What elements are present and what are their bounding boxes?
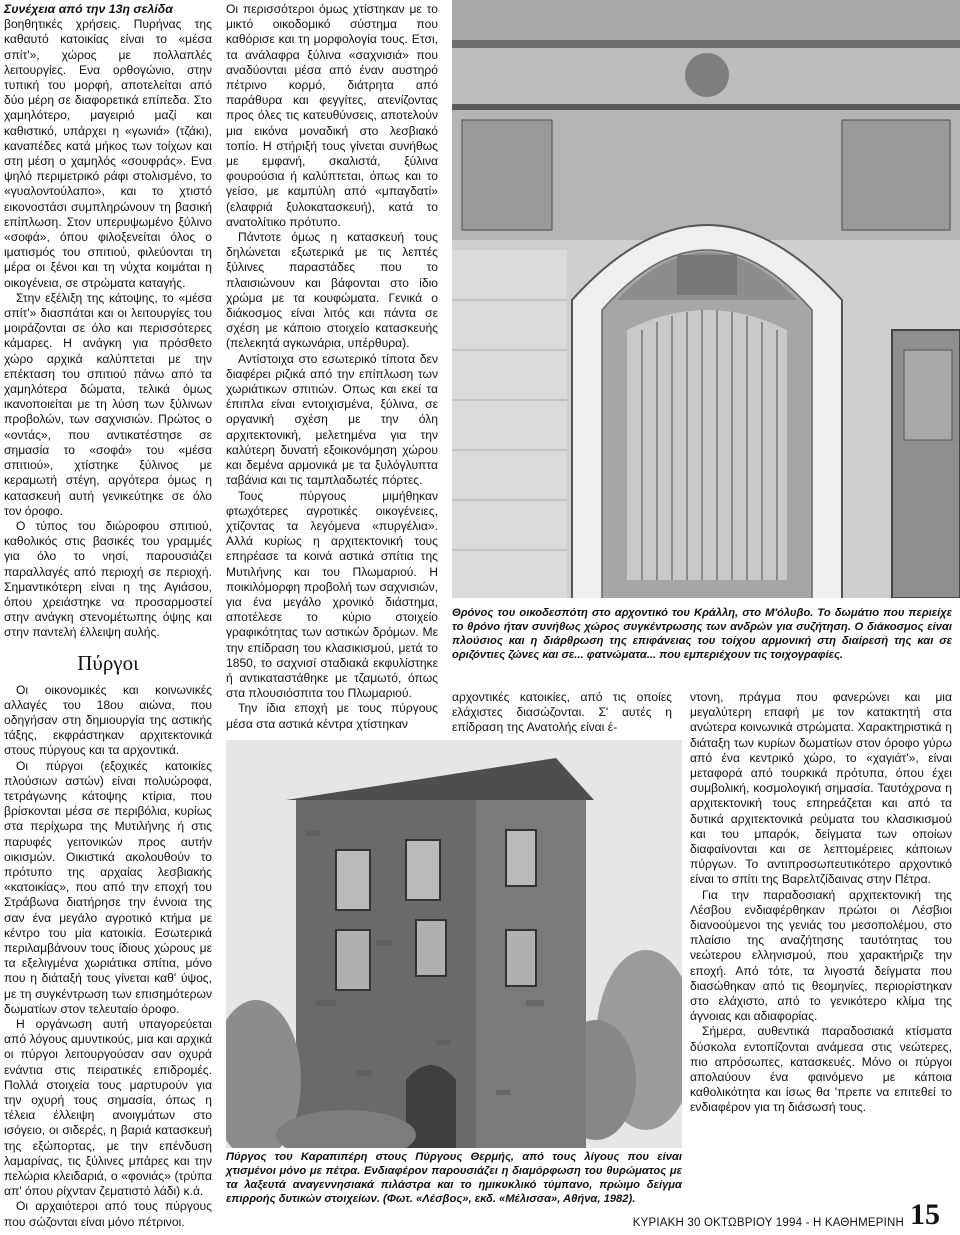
body-paragraph: Αντίστοιχα στο εσωτερικό τίποτα δεν διαφέρει ριζικά από την επίπλωση των χωριάτικων σπιτιών. Οπως και εκεί τα έπιπλα είναι εντοιχισμένα, ξύλινα, σε οργανική σχέση με την όλη αρχιτεκτονική, μελετημένα για την καλύτερη δυνατή εξοικονόμηση χώρου και δεμένα αρμονικά με τα ξυλόγλυπτα ταβάνια και τις ταμπλαδωτές πόρτες. — [226, 351, 438, 488]
body-paragraph: Τους πύργους μιμήθηκαν φτωχότερες αγροτικές οικογένειες, χτίζοντας τα λεγόμενα «πυργέλια». Αλλά κυρίως η αρχιτεκτονική τους επηρέασε τα κοινά αστικά σπίτια της Μυτιλήνης και του Πλωμαριού. Η ποικιλόμορφη προβολή των σαχνισιών, για ένα μεγάλο χρονικό διάστημα, αποτέλεσε το κύριο στοιχείο γραφικότητας των αστικών δρόμων. Με την επίδραση του κλασικισμού, μετά το 1850, το σαχνισί σταδιακά εκφυλίστηκε ή αντικαταστάθηκε με τζαμωτό, όπως στα πλουσιόσπιτα του Πλωμαριού. — [226, 488, 438, 701]
body-paragraph: Οι περισσότεροι όμως χτίστηκαν με το μικτό οικοδομικό σύστημα που καθόρισε και τη μορφολογία τους. Ετσι, τα ανάλαφρα ξύλινα «σαχνισιά» που αναδύονται μέσα από έναν αυστηρό πέτρινο κορμό, διάτρητα από παράθυρα και φεγγίτες, ατενίζοντας προς όλες τις κατευθύνσεις, αποτελούν μια εικόνα μοναδική στο λεσβιακό τοπίο. Η στήριξή τους γίνεται συνήθως με εμφανή, σκαλιστά, ξύλινα φουρούσια ή καλύπτεται, όπως και το γείσο, με καμπύλη από «μπαγδατί» (ελαφριά ξυλοκατασκευή), κατά το ανατολίτικο πρότυπο. — [226, 2, 438, 229]
body-paragraph: Οι οικονομικές και κοινωνικές αλλαγές του 18ου αιώνα, που οδηγήσαν στη δημιουργία της αστικής τάξης, εκφράστηκαν αρχιτεκτονικά στους πύργους και τα αρχοντικά. — [4, 682, 212, 758]
body-paragraph: Οι αρχαιότεροι από τους πύργους που σώζονται είναι μόνο πέτρινοι. — [4, 1199, 212, 1229]
page-footer — [632, 1198, 940, 1231]
body-paragraph: Για την παραδοσιακή αρχιτεκτονική της Λέσβου ενδιαφέρθηκαν πρώτοι οι Λέσβιοι διανοούμενοι της γενιάς του μεσοπολέμου, στο πλαίσιο της αναζήτησης ταυτότητας του νεώτερου ελληνισμού, που χαρακτήριζε την εποχή. Από τότε, τα λιγοστά δείγματα που διασώθηκαν από τις θεομηνίες, περιορίστηκαν στο ελάχιστο, από το γενικότερο κλίμα της άγνοιας και αδιαφορίας. — [690, 887, 952, 1024]
section-heading: Πύργοι — [77, 650, 139, 675]
tower-photo — [226, 740, 682, 1148]
tower-caption: Πύργος του Καραπιπέρη στους Πύργους Θερμής, από τους λίγους που είναι χτισμένοι μόνο με πέτρα. Ενδιαφέρον παρουσιάζει η διαμόρφωση του θυρώματος με τα λαξευτά αναγεννησιακά πιλάστρα και το ημικυκλικό τύμπανο, πρώιμο δείγμα επιρροής δυτικών στοιχείων. (Φωτ. «Λέσβος», εκδ. «Μέλισσα», Αθήνα, 1982). — [226, 1151, 682, 1205]
body-paragraph: Η οργάνωση αυτή υπαγορεύεται από λόγους αμυντικούς, μια και αρχικά οι πύργοι λειτουργούσαν σαν οχυρά ενάντια στις πειρατικές επιδρομές. Πολλά στοιχεία τους μαρτυρούν για την οχυρή τους σημασία, όπως η τέλεια έλλειψη ανοιγμάτων στο ισόγειο, οι σιδερές, η βαριά κατασκευή της εξώπορτας, με την επένδυση λαμαρίνας, τις ξύλινες μπάρες και την πελώρια κλειδαριά, ο «φονιάς» (τρύπα απ' όπου ρίχνταν ζεματιστό λάδι) κ.ά. — [4, 1017, 212, 1199]
body-paragraph: ντονη, πράγμα που φανερώνει και μια μεγαλύτερη επαφή με τον κατακτητή στα ανώτερα κοινωνικά στρώματα. Χαρακτηριστικά η διάταξη των κυρίων δωματίων στον όροφο γύρω από ένα κεντρικό χώρο, το «χαγιάτ'», είναι μεταφορά από τουρκικά πρότυπα, όπου έχει συμβολική, κοσμολογική σημασία. Ταυτόχρονα η αρχιτεκτονική τους επηρεάζεται και από τα δυτικά αρχιτεκτονικά ρεύματα του κλασικισμού και του μπαρόκ, δείγματα των οποίων διαφαίνονται και σε λεπτομέρειες κάποιων πύργων. Το αντιπροσωπευτικότερο αρχοντικό είναι το σπίτι της Βαρελτζίδαινας στην Πέτρα. — [690, 690, 952, 887]
column-2 — [226, 2, 438, 731]
body-paragraph: Σήμερα, αυθεντικά παραδοσιακά κτίσματα δύσκολα εντοπίζονται ανάμεσα στις νεώτερες, πιο απρόσωπες, κατασκευές. Μόνο οι πύργοι απολαύουν ένα φαινόμενο με κάποια καθολικότητα και ίσως θα 'πρεπε να επιτεθεί το ενδιαφέρον για τη διάσωσή τους. — [690, 1024, 952, 1115]
tower-illustration — [226, 740, 682, 1148]
continuation-note: Συνέχεια από την 13η σελίδα — [4, 2, 173, 16]
body-paragraph: Πάντοτε όμως η κατασκευή τους δηλώνεται εξωτερικά με τις λεπτές ξύλινες παραστάδες που το πλαισιώνουν και βάφονται στο ίδιο χρώμα με τα κουφώματα. Γενικά ο διάκοσμος είναι λιτός και πάντα σε σχέση με κάποιο στοιχείο κατασκευής (πελεκητά αγκωνάρια, υπέρθυρα). — [226, 230, 438, 351]
throne-caption: Θρόνος του οικοδεσπότη στο αρχοντικό του Κράλλη, στο Μ'όλυβο. Το δωμάτιο που περιείχε το θρόνο ήταν συνήθως χώρος συγκέντρωσης των ανδρών για συζήτηση. Ο διάκοσμος είναι πλούσιος και η διάρθρωση της επιφάνειας του τοίχου αρμονική στη διαίρεσή της και σε οριζόντιες ζώνες και σε... φατνώματα... που εμπεριέχουν τις τοιχογραφίες. — [452, 607, 952, 661]
body-paragraph: Οι πύργοι (εξοχικές κατοικίες πλούσιων αστών) είναι πολυώροφα, τετράγωνης κάτοψης κτίρια, που βρίσκονται μέσα σε περιβόλια, κυρίως στα περίχωρα της Μυτιλήνης ή στις παρυφές γειτονικών προς αυτήν οικισμών. Οικιστικά ακολουθούν το πρότυπο της αρχαίας λεσβιακής «κατοικίας», που από την εποχή του Στράβωνα διατήρησε την έννοια της σαν ένα μεγάλο αγροτικό κτήμα με κέντρο του μία κατοικία. Εσωτερικά περιλαμβάνουν τους ίδιους χώρους με τα εξελιγμένα χωριάτικα σπίτια, μόνο που η διάταξή τους γίνεται καθ' ύψος, με τη συγκέντρωση των επισημότερων δωματίων στον τελευταίο όροφο. — [4, 758, 212, 1016]
throne-niche-illustration — [452, 0, 960, 598]
throne-photo — [452, 0, 960, 598]
body-paragraph: Ο τύπος του διώροφου σπιτιού, καθολικός στις βασικές του γραμμές για όλο το νησί, παρουσιάζει παραλλαγές από περιοχή σε περιοχή. Σημαντικότερη είναι η της Αγιάσου, όπου χρειάστηκε να προσαρμοστεί στην ανάγκη στενομέτωπης όψης και στην παντελή έλλειψη αυλής. — [4, 518, 212, 640]
footer-date-publication: ΚΥΡΙΑΚΗ 30 ΟΚΤΩΒΡΙΟΥ 1994 - Η ΚΑΘΗΜΕΡΙΝΗ — [632, 1217, 904, 1229]
body-paragraph: Στην εξέλιξη της κάτοψης, το «μέσα σπίτ'» διασπάται και οι λειτουργίες του μοιράζονται σε όλο και περισσότερες κάμαρες. Η ανάγκη για πρόσθετο χώρο αρχικά καλύπτεται με την επέκταση του σπιτιού πάνω από τα χαμηλότερα δώματα, τελικά όμως ικανοποιείται με τη λύση των ξύλινων προβολών, των σαχνισιών. Πρώτος ο «οντάς», που αντικατέστησε σε σημασία το «σοφά» του «μέσα σπιτιού», χτίστηκε ξύλινος με κεραμωτή στέγη, αργότερα όμως η κατασκευή αυτή γενικεύτηκε σε όλο τον όροφο. — [4, 290, 212, 518]
column-1 — [4, 2, 212, 1229]
body-paragraph: Την ίδια εποχή με τους πύργους μέσα στα αστικά κέντρα χτίστηκαν — [226, 701, 438, 731]
page-number: 15 — [910, 1198, 940, 1231]
body-paragraph: βοηθητικές χρήσεις. Πυρήνας της καθαυτό κατοικίας είναι το «μέσα σπίτ'», χώρος με πολλαπλές λειτουργίες. Ενα ορθογώνιο, στην τυπική του μορφή, αποτελείται από δύο μέρη σε διαφορετικά επίπεδα. Στο χαμηλότερο, μαγειριό μαζί και καθιστικό, υπάρχει η «γωνιά» (τζάκι), καναπέδες κατά μήκος των τοίχων και στη μέση ο χαμηλός «σουφράς». Ενα ψηλό περιμετρικό ράφι στολισμένο, το «γυαλοντούλαπο», και το χτιστό εικονοστάσι συμπληρώνουν τη βασική επίπλωση. Στον υπερυψωμένο ξύλινο «σοφά», όπου φιλοξενείται όλος ο ιματισμός του σπιτιού, φιλεύονται τη μέρα οι ξένοι και τη νύχτα κοιμάται η οικογένεια, σε στρώματα καταγής. — [4, 17, 212, 290]
column-3 — [452, 690, 672, 740]
body-paragraph: αρχοντικές κατοικίες, από τις οποίες ελάχιστες διασώζονται. Σ' αυτές η επίδραση της Ανατολής είναι έ- — [452, 690, 672, 735]
column-4 — [690, 690, 952, 1210]
